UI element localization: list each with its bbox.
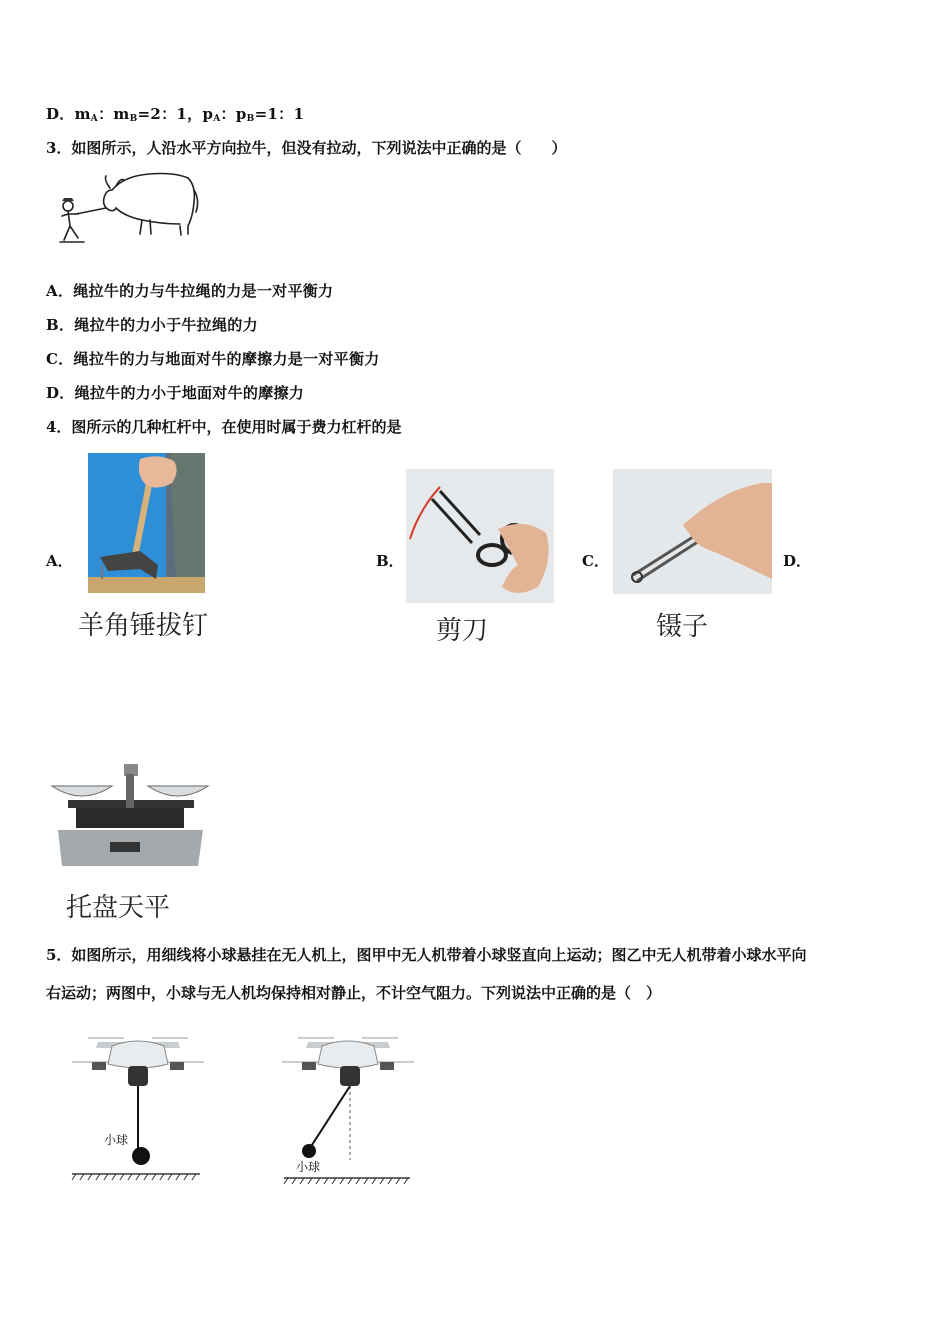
option-prefix: D． <box>46 105 75 123</box>
caption-hammer: 羊角锤拔钉 <box>78 611 209 641</box>
scissors-photo <box>406 469 554 603</box>
person-pulling-ox-illustration <box>54 168 199 248</box>
q3-option-b: B．绳拉牛的力小于牛拉绳的力 <box>46 316 258 334</box>
hammer-photo <box>88 453 205 593</box>
p-symbol: p <box>235 105 247 123</box>
subscript-a: A <box>90 114 99 124</box>
q4-stem: 4．图所示的几种杠杆中，在使用时属于费力杠杆的是 <box>46 418 402 436</box>
mass-ratio: =2：1， <box>137 105 203 123</box>
balance-photo <box>48 760 213 872</box>
caption-scissors: 剪刀 <box>436 616 489 646</box>
drone-figure-jia <box>68 1028 208 1188</box>
subscript-b: B <box>129 114 138 124</box>
q3-option-a: A．绳拉牛的力与牛拉绳的力是一对平衡力 <box>46 282 334 300</box>
drone-vertical-drawing <box>68 1028 208 1188</box>
pressure-ratio: =1：1 <box>254 105 305 123</box>
subscript-b: B <box>246 114 255 124</box>
tweezers-photo <box>613 469 772 594</box>
scissors-drawing <box>406 469 554 603</box>
q4-label-d: D． <box>783 552 812 570</box>
q3-option-c: C．绳拉牛的力与地面对牛的摩擦力是一对平衡力 <box>46 350 380 368</box>
colon: ： <box>98 105 114 123</box>
caption-balance: 托盘天平 <box>66 893 171 923</box>
ox-sketch <box>54 168 199 248</box>
caption-tweezers: 镊子 <box>656 612 709 642</box>
tweezers-drawing <box>613 469 772 594</box>
colon: ： <box>220 105 236 123</box>
m-symbol: m <box>74 105 91 123</box>
q4-label-a: A． <box>46 552 73 570</box>
subscript-a: A <box>213 114 221 124</box>
hammer-drawing <box>88 453 205 593</box>
q3-stem: 3．如图所示，人沿水平方向拉牛，但没有拉动，下列说法中正确的是（ ） <box>46 139 567 157</box>
ball-label-yi: 小球 <box>296 1160 321 1174</box>
q2-option-d <box>46 103 304 124</box>
q4-label-c: C． <box>582 552 609 570</box>
ball-label-jia: 小球 <box>104 1133 129 1147</box>
q4-label-b: B． <box>376 552 404 570</box>
q3-option-d: D．绳拉牛的力小于地面对牛的摩擦力 <box>46 384 305 402</box>
q5-stem-line1: 5．如图所示，用细线将小球悬挂在无人机上，图甲中无人机带着小球竖直向上运动；图乙中无人机带着小球水平向 <box>46 946 807 964</box>
p-symbol: p <box>202 105 214 123</box>
balance-drawing <box>48 760 213 872</box>
q5-stem-line2: 右运动；两图中，小球与无人机均保持相对静止，不计空气阻力。下列说法中正确的是（ ） <box>46 984 662 1002</box>
m-symbol: m <box>113 105 130 123</box>
